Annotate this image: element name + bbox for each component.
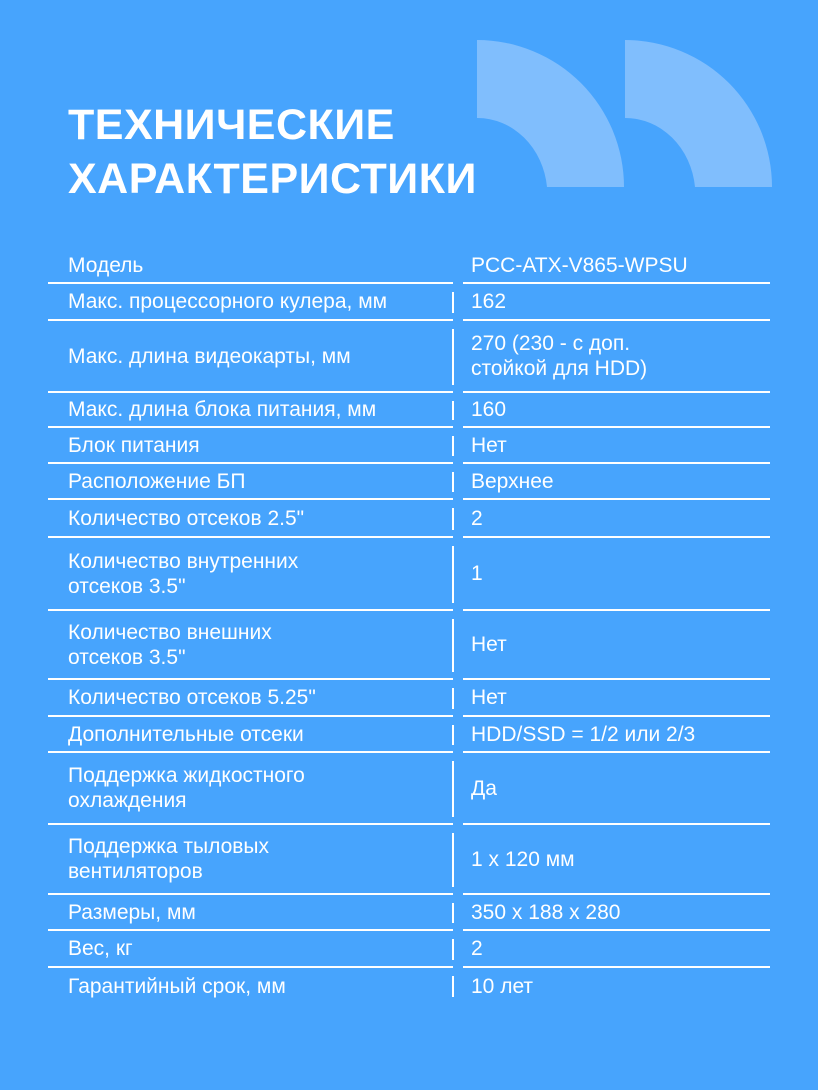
spec-row: [48, 428, 770, 464]
column-divider: [452, 976, 454, 997]
spec-key-text: Количество внутренних отсеков 3.5": [68, 549, 299, 598]
spec-key: [48, 464, 453, 500]
column-divider: [452, 761, 454, 817]
spec-row: [48, 611, 770, 680]
spec-key-text: Дополнительные отсеки: [68, 722, 304, 746]
spec-value-text: 10 лет: [471, 975, 534, 998]
column-divider: [452, 329, 454, 385]
spec-value: [463, 825, 770, 895]
spec-value: [463, 895, 770, 931]
column-divider: [452, 292, 454, 313]
spec-value-text: 162: [471, 290, 507, 313]
spec-row: [48, 538, 770, 611]
spec-value-text: 1 x 120 мм: [471, 847, 575, 871]
spec-key-text: Макс. длина видеокарты, мм: [68, 344, 351, 368]
spec-row: [48, 500, 770, 538]
spec-key-text: Макс. процессорного кулера, мм: [68, 290, 388, 313]
spec-value: [463, 968, 770, 1005]
spec-key-text: Количество отсеков 2.5": [68, 506, 305, 530]
quote-shape-left: [477, 40, 624, 187]
column-divider: [452, 725, 454, 745]
spec-value: [463, 393, 770, 428]
spec-row: [48, 321, 770, 393]
spec-value-text: Нет: [471, 433, 507, 457]
spec-value: [463, 500, 770, 538]
spec-key: [48, 717, 453, 753]
spec-key: [48, 680, 453, 717]
column-divider: [452, 939, 454, 960]
spec-key-text: Модель: [68, 253, 144, 277]
spec-value: [463, 931, 770, 968]
spec-value: [463, 753, 770, 825]
spec-value-text: HDD/SSD = 1/2 или 2/3: [471, 722, 696, 746]
spec-key-text: Макс. длина блока питания, мм: [68, 398, 377, 421]
spec-key-text: Количество внешних отсеков 3.5": [68, 620, 272, 669]
spec-key: [48, 611, 453, 680]
column-divider: [452, 472, 454, 492]
spec-row: [48, 717, 770, 753]
spec-key-text: Размеры, мм: [68, 900, 196, 924]
spec-value-text: 2: [471, 506, 483, 530]
column-divider: [452, 903, 454, 923]
spec-row: [48, 931, 770, 968]
spec-value-text: 270 (230 - с доп. стойкой для HDD): [471, 332, 648, 380]
spec-value: [463, 321, 770, 393]
spec-table: [48, 248, 770, 1005]
title-line-2: ХАРАКТЕРИСТИКИ: [68, 155, 477, 203]
spec-value: [463, 611, 770, 680]
spec-key: [48, 968, 453, 1005]
spec-value-text: 160: [471, 398, 507, 421]
spec-row: [48, 284, 770, 321]
spec-value-text: 2: [471, 937, 483, 960]
spec-key-text: Вес, кг: [68, 937, 133, 960]
quote-shape-right: [625, 40, 772, 187]
spec-row: [48, 825, 770, 895]
spec-value: [463, 464, 770, 500]
spec-key-text: Поддержка жидкостного охлаждения: [68, 764, 305, 812]
spec-value-text: Нет: [471, 686, 507, 709]
spec-key-text: Количество отсеков 5.25": [68, 686, 316, 709]
spec-value-text: Нет: [471, 633, 507, 656]
spec-value: [463, 717, 770, 753]
spec-key: [48, 284, 453, 321]
column-divider: [452, 619, 454, 672]
spec-value-text: PCC-ATX-V865-WPSU: [471, 253, 688, 277]
spec-key-text: Расположение БП: [68, 469, 246, 493]
spec-row: [48, 464, 770, 500]
spec-key: [48, 895, 453, 931]
spec-value: [463, 680, 770, 717]
spec-key-text: Гарантийный срок, мм: [68, 975, 286, 998]
spec-row: [48, 895, 770, 931]
spec-row: [48, 753, 770, 825]
spec-value: [463, 248, 770, 284]
page-title: [68, 98, 477, 206]
spec-row: [48, 680, 770, 717]
spec-key: [48, 538, 453, 611]
spec-key: [48, 248, 453, 284]
spec-value-text: Да: [471, 776, 497, 800]
spec-key: [48, 753, 453, 825]
spec-value: [463, 538, 770, 611]
spec-value: [463, 284, 770, 321]
spec-key: [48, 393, 453, 428]
column-divider: [452, 688, 454, 709]
spec-row: [48, 968, 770, 1005]
spec-row: [48, 393, 770, 428]
spec-value-text: 350 x 188 x 280: [471, 900, 621, 924]
spec-key-text: Поддержка тыловых вентиляторов: [68, 835, 270, 883]
spec-key: [48, 428, 453, 464]
column-divider: [452, 546, 454, 603]
spec-value-text: Верхнее: [471, 469, 554, 493]
column-divider: [452, 833, 454, 887]
spec-key: [48, 500, 453, 538]
column-divider: [452, 401, 454, 420]
column-divider: [452, 508, 454, 530]
spec-row: [48, 248, 770, 284]
spec-key: [48, 931, 453, 968]
spec-key-text: Блок питания: [68, 433, 200, 457]
spec-key: [48, 321, 453, 393]
spec-value: [463, 428, 770, 464]
spec-key: [48, 825, 453, 895]
spec-value-text: 1: [471, 562, 483, 585]
column-divider: [452, 436, 454, 456]
title-line-1: ТЕХНИЧЕСКИЕ: [68, 101, 395, 149]
